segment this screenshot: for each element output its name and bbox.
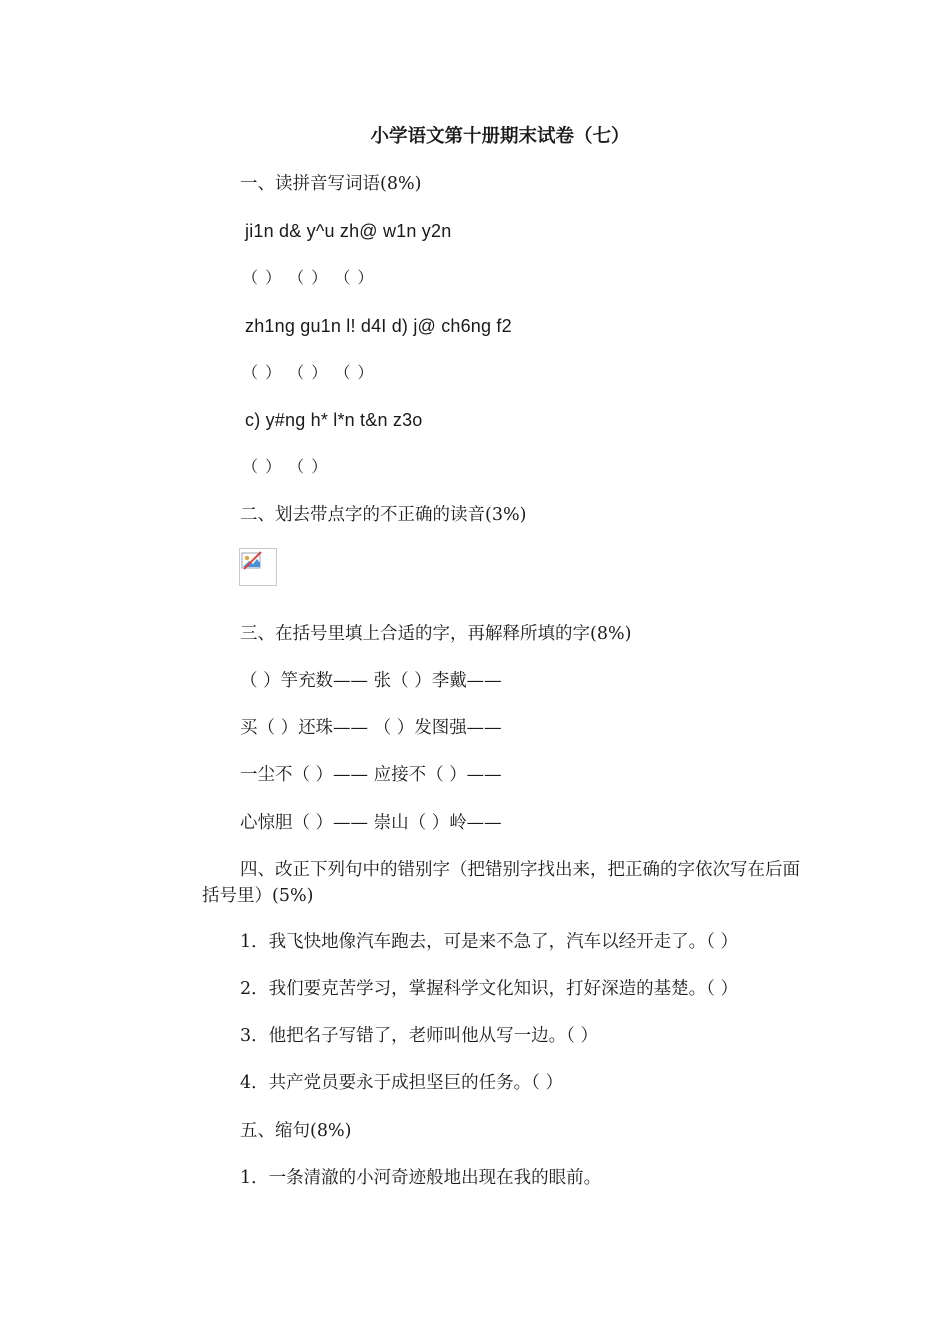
condense-item-1: 1．一条清澈的小河奇迹般地出现在我的眼前。 [240,1168,602,1188]
answer-parens-row-2: （ ） （ ） （ ） [242,363,375,382]
section-4-heading: 四、改正下列句中的错别字（把错别字找出来，把正确的字依次写在后面括号里）(5%) [202,860,800,906]
correction-item-2: 2．我们要克苦学习，掌握科学文化知识，打好深造的基楚。（ ） [240,979,738,999]
pinyin-row-2: zh1ng gu1n l! d4I d) j@ ch6ng f2 [245,316,512,336]
section-3-heading: 三、在括号里填上合适的字，再解释所填的字(8%) [240,624,632,644]
section-1-heading: 一、读拼音写词语(8%) [240,174,422,194]
section-5-heading: 五、缩句(8%) [240,1121,352,1141]
page-title: 小学语文第十册期末试卷（七） [370,126,630,147]
idiom-line-2: 买（ ）还珠—— （ ）发图强—— [240,718,502,738]
correction-item-3: 3．他把名子写错了，老师叫他从写一边。（ ） [240,1026,598,1046]
broken-image-icon [239,548,277,586]
answer-parens-row-1: （ ） （ ） （ ） [242,268,375,287]
section-2-heading: 二、划去带点字的不正确的读音(3%) [240,505,527,525]
correction-item-4: 4．共产党员要永于成担坚巨的任务。（ ） [240,1073,563,1093]
pinyin-row-1: ji1n d& y^u zh@ w1n y2n [245,221,452,241]
answer-parens-row-3: （ ） （ ） [242,457,329,476]
pinyin-row-3: c) y#ng h* l*n t&n z3o [245,410,423,430]
idiom-line-3: 一尘不（ ）—— 应接不（ ）—— [240,765,502,785]
correction-item-1: 1．我飞快地像汽车跑去，可是来不急了，汽车以经开走了。（ ） [240,932,738,952]
idiom-line-4: 心惊胆（ ）—— 崇山（ ）岭—— [240,813,502,833]
idiom-line-1: （ ）竽充数—— 张（ ）李戴—— [240,671,502,691]
